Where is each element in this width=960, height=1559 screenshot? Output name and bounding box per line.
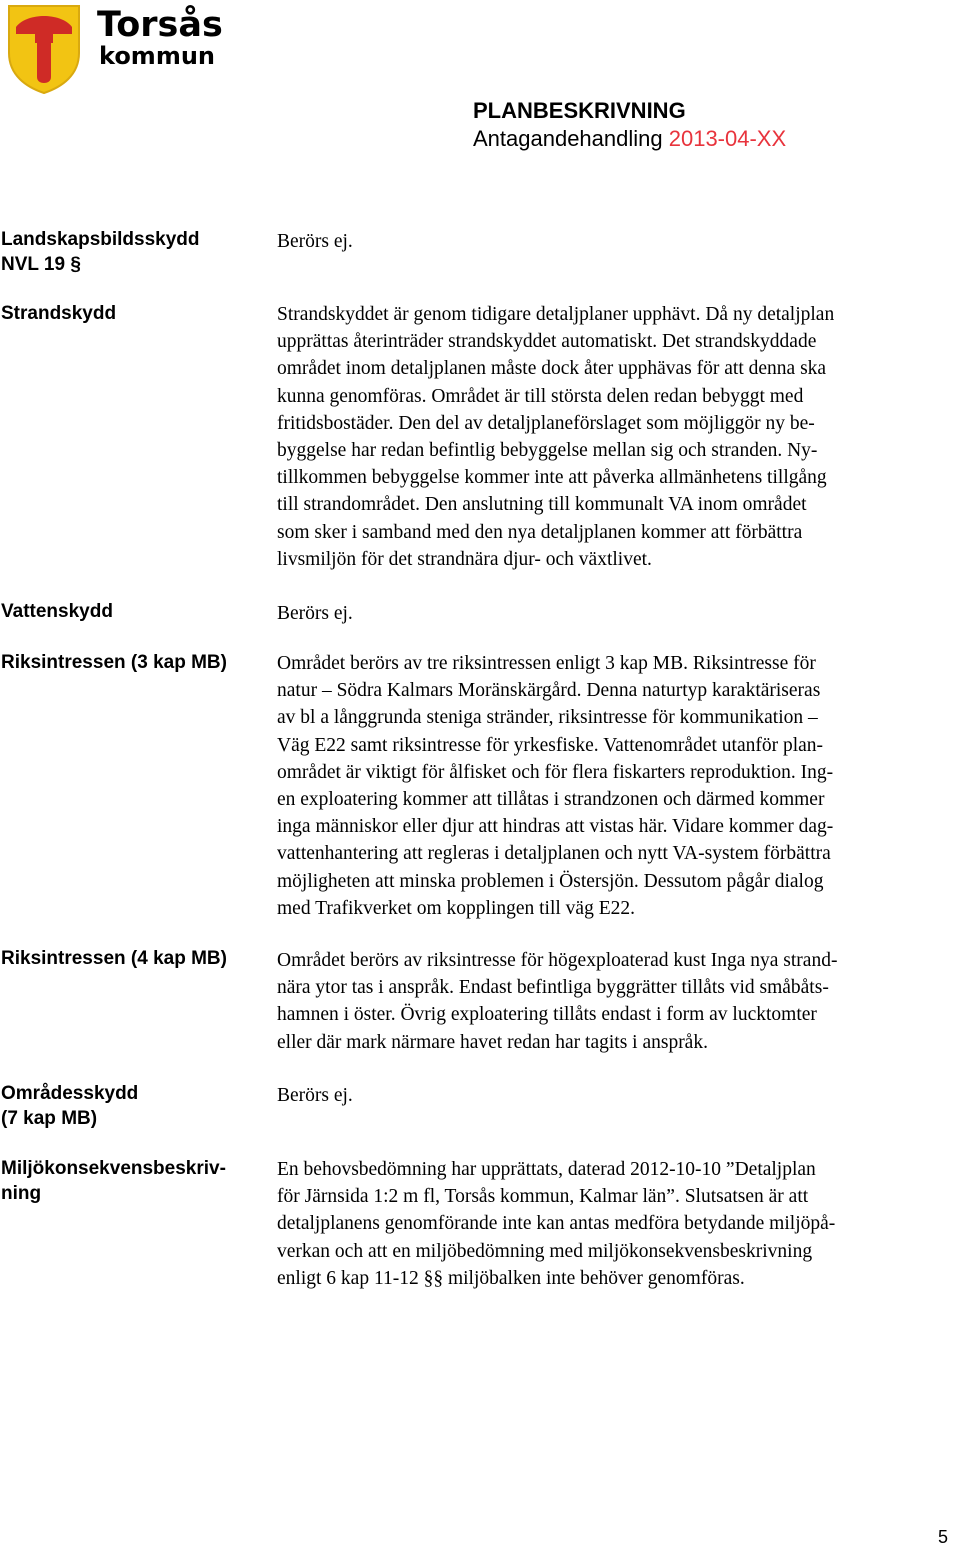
section-label-riksintressen-3-kap: Riksintressen (3 kap MB) (1, 652, 227, 673)
section-label-miljokonsekvensbeskrivning: Miljökonsekvensbeskriv- ning (1, 1158, 226, 1204)
section-label-omradesskydd: Områdesskydd (7 kap MB) (1, 1083, 139, 1129)
section-text-riksintressen-4-kap: Området berörs av riksintresse för högexploaterad kust Inga nya strand- nära ytor tas i anspråk. Endast befintliga byggrätter tillåts vid småbåts- hamnen i öster. Övrig exploatering tillåts endast i form av lucktomter eller där mark närmare havet redan har tagits i anspråk. (277, 950, 838, 1053)
municipality-logo (4, 3, 223, 95)
section-text-vattenskydd: Berörs ej. (277, 603, 353, 624)
document-status (473, 125, 953, 153)
section-label-landskapsbildsskydd: Landskapsbildsskydd NVL 19 § (1, 229, 200, 275)
section-text-landskapsbildsskydd: Berörs ej. (277, 231, 353, 252)
section-text-miljokonsekvensbeskrivning: En behovsbedömning har upprättats, daterad 2012-10-10 ”Detaljplan för Järnsida 1:2 m fl, Torsås kommun, Kalmar län”. Slutsatsen är att detaljplanens genomförande inte kan antas medföra betydande miljöpå- verkan och att en miljöbedömning med miljökonsekvensbeskrivning enligt 6 kap 11-12 §§ miljöbalken inte behöver genomföras. (277, 1159, 836, 1289)
document-header (473, 97, 953, 153)
section-label-riksintressen-4-kap: Riksintressen (4 kap MB) (1, 948, 227, 969)
coat-of-arms-icon (4, 3, 84, 95)
logo-subtitle: kommun (99, 42, 215, 70)
logo-name: Torsås (97, 5, 223, 45)
document-title: PLANBESKRIVNING (473, 98, 686, 123)
page-number: 5 (938, 1527, 949, 1547)
section-text-riksintressen-3-kap: Området berörs av tre riksintressen enligt 3 kap MB. Riksintresse för natur – Södra Kalmars Moränskärgård. Denna naturtyp karaktäriseras av bl a långgrunda steniga stränder, riksintresse för kommunikation – Väg E22 samt riksintresse för yrkesfiske. Vattenområdet utanför plan- området är viktigt för ålfisket och för flera fiskarters reproduktion. Ing- en exploatering kommer att tillåtas i strandzonen och därmed kommer inga människor eller djur att hindras att vistas här. Vidare kommer dag- vattenhantering att regleras i detaljplanen och nytt VA-system förbättra möjligheten att minska problemen i Östersjön. Dessutom pågår dialog med Trafikverket om kopplingen till väg E22. (277, 653, 834, 919)
section-label-strandskydd: Strandskydd (1, 303, 117, 324)
section-text-strandskydd: Strandskyddet är genom tidigare detaljplaner upphävt. Då ny detaljplan upprättas återinträder strandskyddet automatiskt. Det strandskyddade området inom detaljplanen måste dock åter upphävas för att denna ska kunna genomföras. Området är till största delen redan bebyggt med fritidsbostäder. Den del av detaljplaneförslaget som möjliggör ny be- byggelse har redan befintlig bebyggelse mellan sig och stranden. Ny- tillkommen bebyggelse kommer inte att påverka allmänhetens tillgång till strandområdet. Den anslutning till kommunalt VA inom området som sker i samband med den nya detaljplanen kommer att förbättra livsmiljön för det strandnära djur- och växtlivet. (277, 304, 835, 570)
status-prefix: Antagandehandling (473, 126, 669, 151)
section-label-vattenskydd: Vattenskydd (1, 601, 113, 622)
section-text-omradesskydd: Berörs ej. (277, 1085, 353, 1106)
status-date: 2013-04-XX (668, 126, 787, 151)
